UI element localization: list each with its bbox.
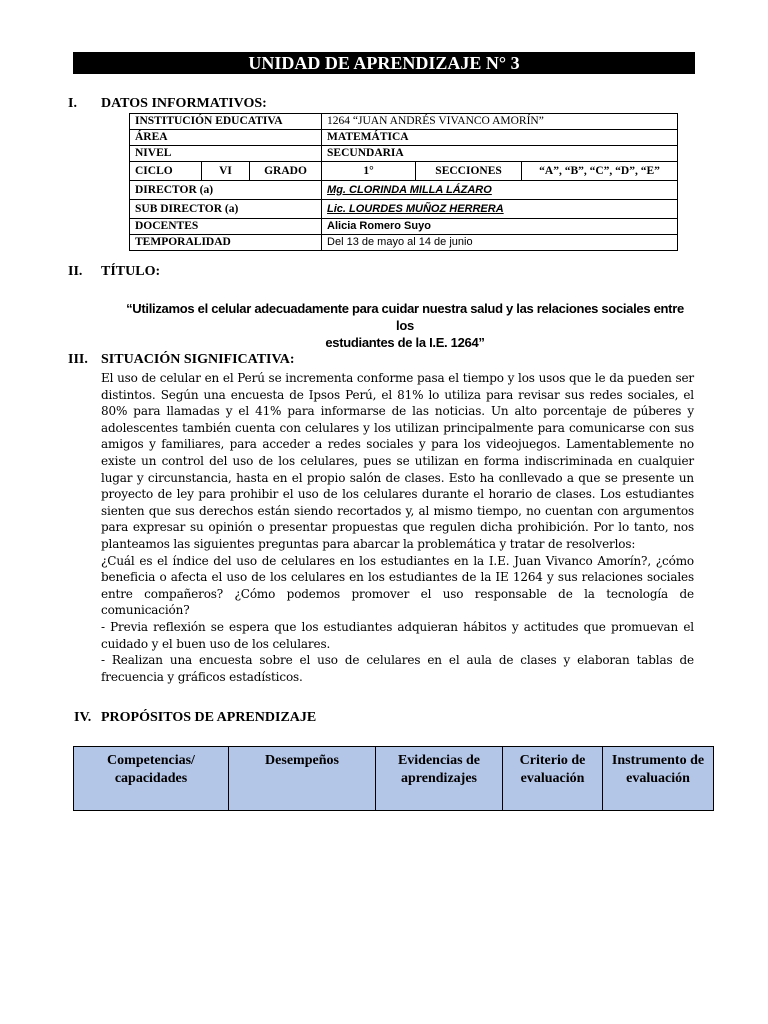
- section-label: TÍTULO:: [101, 264, 161, 279]
- situacion-significativa-text: [101, 370, 694, 685]
- title-line: estudiantes de la I.E. 1264”: [325, 335, 485, 350]
- section-label: SITUACIÓN SIGNIFICATIVA:: [101, 352, 295, 367]
- grado-value: 1°: [322, 162, 416, 181]
- nivel-label: NIVEL: [130, 146, 322, 162]
- subdirector-value: Lic. LOURDES MUÑOZ HERRERA: [322, 200, 678, 219]
- ciclo-value: VI: [202, 162, 250, 181]
- temporalidad-label: TEMPORALIDAD: [130, 235, 322, 251]
- table-row: [130, 162, 678, 181]
- unit-title-banner: UNIDAD DE APRENDIZAJE N° 3: [73, 52, 695, 74]
- nivel-value: SECUNDARIA: [322, 146, 678, 162]
- section-number: III.: [68, 352, 88, 367]
- section-label: DATOS INFORMATIVOS:: [101, 96, 267, 111]
- area-label: ÁREA: [130, 130, 322, 146]
- secciones-label: SECCIONES: [416, 162, 522, 181]
- paragraph: - Previa reflexión se espera que los estudiantes adquieran hábitos y actitudes que promuevan el cuidado y el buen uso de los celulares.: [101, 619, 694, 651]
- column-header-competencias: Competencias/ capacidades: [74, 747, 229, 811]
- docentes-value: Alicia Romero Suyo: [322, 219, 678, 235]
- table-row: [130, 181, 678, 200]
- table-header-row: [74, 747, 714, 811]
- paragraph: El uso de celular en el Perú se incrementa conforme pasa el tiempo y los usos que le da pueden ser distintos. Según una encuesta de Ipsos Perú, el 81% lo utiliza para revisar sus redes sociales, el 80% para llamadas y el 41% para informarse de las noticias. Un alto porcentaje de púberes y adolescentes también cuenta con celulares y los utilizan principalmente para comunicarse con sus amigos y familiares, para acceder a redes sociales y para los videojuegos. Lamentablemente no existe un control del uso de los celulares, pues se utilizan en forma indiscriminada en cualquier lugar y circunstancia, hasta en el propio salón de clases. Esto ha conllevado a que se presente un proyecto de ley para prohibir el uso de los celulares durante el horario de clases. Los estudiantes sienten que sus derechos están siendo recortados y, al mismo tiempo, no cuentan con argumentos para expresar su opinión o presentar propuestas que regulen dicha prohibición. Por lo tanto, nos planteamos las siguientes preguntas para abarcar la problemática y tratar de resolverlos:: [101, 371, 694, 551]
- table-row: [130, 219, 678, 235]
- area-value: MATEMÁTICA: [322, 130, 678, 146]
- table-row: [130, 146, 678, 162]
- datos-informativos-table: [129, 113, 678, 251]
- ciclo-label: CICLO: [130, 162, 202, 181]
- grado-label: GRADO: [250, 162, 322, 181]
- propositos-table: [73, 746, 714, 811]
- docentes-label: DOCENTES: [130, 219, 322, 235]
- column-header-instrumento: Instrumento de evaluación: [603, 747, 714, 811]
- temporalidad-value: Del 13 de mayo al 14 de junio: [322, 235, 678, 251]
- title-line: “Utilizamos el celular adecuadamente para cuidar nuestra salud y las relaciones sociales entre los: [126, 301, 684, 333]
- institucion-value: 1264 “JUAN ANDRÉS VIVANCO AMORÍN”: [322, 114, 678, 130]
- subdirector-label: SUB DIRECTOR (a): [130, 200, 322, 219]
- paragraph: ¿Cuál es el índice del uso de celulares en los estudiantes en la I.E. Juan Vivanco Amorín?, ¿cómo beneficia o afecta el uso de los celulares en los estudiantes de la IE 1264 y sus relaciones sociales entre compañeros? ¿Cómo podemos promover el uso responsable de la tecnología de comunicación?: [101, 553, 694, 618]
- column-header-desempenos: Desempeños: [229, 747, 376, 811]
- section-number: IV.: [74, 710, 92, 725]
- director-label: DIRECTOR (a): [130, 181, 322, 200]
- column-header-criterio: Criterio de evaluación: [503, 747, 603, 811]
- paragraph: - Realizan una encuesta sobre el uso de celulares en el aula de clases y elaboran tablas de frecuencia y gráficos estadísticos.: [101, 653, 694, 684]
- column-header-evidencias: Evidencias de aprendizajes: [376, 747, 503, 811]
- table-row: [130, 114, 678, 130]
- secciones-value: “A”, “B”, “C”, “D”, “E”: [522, 162, 678, 181]
- table-row: [130, 130, 678, 146]
- unit-title-text: [120, 300, 690, 351]
- table-row: [130, 200, 678, 219]
- section-number: II.: [68, 264, 83, 279]
- section-number: I.: [68, 96, 77, 111]
- director-value: Mg. CLORINDA MILLA LÁZARO: [322, 181, 678, 200]
- institucion-label: INSTITUCIÓN EDUCATIVA: [130, 114, 322, 130]
- table-row: [130, 235, 678, 251]
- section-label: PROPÓSITOS DE APRENDIZAJE: [101, 710, 317, 725]
